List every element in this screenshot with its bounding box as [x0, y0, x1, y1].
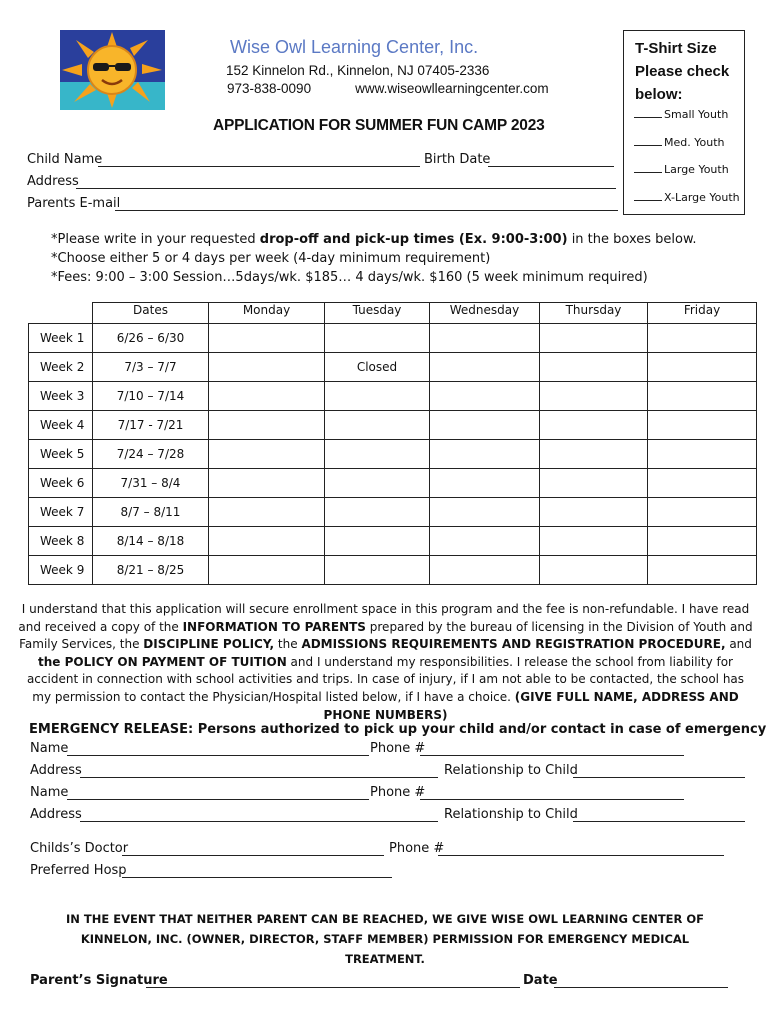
week-label: Week 8: [29, 527, 93, 556]
time-cell-tuesday[interactable]: [325, 556, 430, 585]
table-row: [29, 527, 757, 556]
week-dates: 6/26 – 6/30: [93, 324, 209, 353]
contact-line: [227, 81, 549, 96]
week-dates: 8/7 – 8/11: [93, 498, 209, 527]
address-label: Address: [27, 174, 79, 189]
week-dates: 8/14 – 8/18: [93, 527, 209, 556]
instruction-fees: *Fees: 9:00 – 3:00 Session…5days/wk. $185… 4 days/wk. $160 (5 week minimum required): [51, 270, 648, 285]
doctor-field[interactable]: [122, 855, 384, 856]
emergency-phone-field-1[interactable]: [420, 755, 684, 756]
date-field[interactable]: [554, 987, 728, 988]
time-cell-monday[interactable]: [209, 382, 325, 411]
address-line: 152 Kinnelon Rd., Kinnelon, NJ 07405-2336: [226, 63, 490, 78]
phone-number: 973-838-0090: [227, 81, 312, 96]
time-cell-monday[interactable]: [209, 527, 325, 556]
instruction-times: *Please write in your requested drop-off and pick-up times (Ex. 9:00-3:00) in the boxes below.: [51, 232, 697, 247]
week-dates: 7/3 – 7/7: [93, 353, 209, 382]
table-row: [29, 324, 757, 353]
parents-email-field[interactable]: [115, 210, 618, 211]
time-cell-wednesday[interactable]: [430, 382, 540, 411]
time-cell-thursday[interactable]: [540, 411, 648, 440]
table-row: [29, 556, 757, 585]
week-dates: 8/21 – 8/25: [93, 556, 209, 585]
time-cell-friday[interactable]: [648, 324, 757, 353]
time-cell-thursday[interactable]: [540, 527, 648, 556]
time-cell-monday[interactable]: [209, 411, 325, 440]
time-cell-tuesday[interactable]: [325, 469, 430, 498]
medical-auth-line-1: IN THE EVENT THAT NEITHER PARENT CAN BE REACHED, WE GIVE WISE OWL LEARNING CENTER OF: [65, 912, 705, 926]
time-cell-monday[interactable]: [209, 498, 325, 527]
tshirt-option-small[interactable]: Small Youth: [634, 108, 728, 121]
time-cell-thursday[interactable]: [540, 382, 648, 411]
time-cell-friday[interactable]: [648, 498, 757, 527]
week-label: Week 7: [29, 498, 93, 527]
birth-date-label: Birth Date: [424, 152, 491, 167]
table-row: [29, 498, 757, 527]
sun-logo-icon: [60, 30, 165, 110]
time-cell-monday[interactable]: [209, 556, 325, 585]
emergency-phone-field-2[interactable]: [420, 799, 684, 800]
relationship-field-1[interactable]: [573, 777, 745, 778]
child-name-field[interactable]: [98, 166, 420, 167]
week-label: Week 4: [29, 411, 93, 440]
table-row: [29, 469, 757, 498]
time-cell-wednesday[interactable]: [430, 353, 540, 382]
doctor-phone-label: Phone #: [389, 841, 445, 856]
emergency-name-field-1[interactable]: [67, 755, 369, 756]
time-cell-monday[interactable]: [209, 353, 325, 382]
time-cell-monday[interactable]: [209, 324, 325, 353]
tshirt-title: T-Shirt Size Please check below:: [635, 40, 730, 103]
parent-signature-field[interactable]: [146, 987, 520, 988]
time-cell-friday[interactable]: [648, 382, 757, 411]
week-label: Week 3: [29, 382, 93, 411]
time-cell-wednesday[interactable]: [430, 498, 540, 527]
emergency-name-field-2[interactable]: [67, 799, 369, 800]
application-title: APPLICATION FOR SUMMER FUN CAMP 2023: [213, 117, 545, 134]
org-name: Wise Owl Learning Center, Inc.: [230, 37, 479, 57]
time-cell-thursday[interactable]: [540, 498, 648, 527]
time-cell-thursday[interactable]: [540, 440, 648, 469]
schedule-table: [28, 302, 757, 585]
time-cell-monday[interactable]: [209, 440, 325, 469]
website-link[interactable]: www.wiseowllearningcenter.com: [355, 81, 549, 96]
emergency-release-title: EMERGENCY RELEASE: Persons authorized to pick up your child and/or contact in case of emergency: [29, 722, 767, 737]
time-cell-thursday[interactable]: [540, 469, 648, 498]
table-row: [29, 411, 757, 440]
time-cell-tuesday[interactable]: [325, 440, 430, 469]
tshirt-option-medium[interactable]: Med. Youth: [634, 136, 724, 149]
child-name-label: Child Name: [27, 152, 103, 167]
time-cell-friday[interactable]: [648, 353, 757, 382]
time-cell-wednesday[interactable]: [430, 469, 540, 498]
week-label: Week 5: [29, 440, 93, 469]
emergency-address-label-2: Address: [30, 807, 82, 822]
week-label: Week 2: [29, 353, 93, 382]
time-cell-tuesday[interactable]: [325, 382, 430, 411]
instruction-days: *Choose either 5 or 4 days per week (4-day minimum requirement): [51, 251, 491, 266]
time-cell-friday[interactable]: [648, 411, 757, 440]
time-cell-friday[interactable]: [648, 556, 757, 585]
tshirt-size-box: [623, 30, 745, 215]
agreement-paragraph: I understand that this application will secure enrollment space in this program and the fee is non-refundable. I have read and received a copy of the INFORMATION TO PARENTS prepared by the bureau of licensing in the Division of Youth and Family Services, the DISCIPLINE POLICY, the ADMISSIONS REQUIREMENTS AND REGISTRATION PROCEDURE, and the POLICY ON PAYMENT OF TUITION and I understand my responsibilities. I release the school from liability for accident in connection with school activities and trips. In case of injury, if I am not able to be contacted, the school has my permission to contact the Physician/Hospital listed below, if I have a choice. (GIVE FULL NAME, ADDRESS AND PHONE NUMBERS): [18, 602, 753, 722]
time-cell-thursday[interactable]: [540, 353, 648, 382]
header-wednesday: Wednesday: [430, 303, 540, 324]
time-cell-friday[interactable]: [648, 440, 757, 469]
medical-authorization: [50, 909, 720, 969]
relationship-label-2: Relationship to Child: [444, 807, 578, 822]
emergency-address-field-1[interactable]: [80, 777, 438, 778]
address-field[interactable]: [76, 188, 616, 189]
table-row: [29, 382, 757, 411]
time-cell-thursday[interactable]: [540, 324, 648, 353]
emergency-phone-label-1: Phone #: [370, 741, 426, 756]
parent-signature-label: Parent’s Signature: [30, 973, 168, 988]
relationship-label-1: Relationship to Child: [444, 763, 578, 778]
header-dates: Dates: [93, 303, 209, 324]
medical-auth-line-2: KINNELON, INC. (OWNER, DIRECTOR, STAFF MEMBER) PERMISSION FOR EMERGENCY MEDICAL TREATMENT.: [80, 932, 690, 966]
parents-email-label: Parents E-mail: [27, 196, 121, 211]
time-cell-wednesday[interactable]: [430, 411, 540, 440]
week-dates: 7/10 – 7/14: [93, 382, 209, 411]
time-cell-friday[interactable]: [648, 527, 757, 556]
time-cell-tuesday[interactable]: [325, 324, 430, 353]
time-cell-wednesday[interactable]: [430, 440, 540, 469]
header-tuesday: Tuesday: [325, 303, 430, 324]
hospital-label: Preferred Hosp: [30, 863, 127, 878]
date-label: Date: [523, 973, 558, 988]
week-dates: 7/24 – 7/28: [93, 440, 209, 469]
emergency-name-label-1: Name: [30, 741, 69, 756]
time-cell-thursday[interactable]: [540, 556, 648, 585]
week-dates: 7/31 – 8/4: [93, 469, 209, 498]
header-friday: Friday: [648, 303, 757, 324]
hospital-field[interactable]: [122, 877, 392, 878]
emergency-name-label-2: Name: [30, 785, 69, 800]
emergency-address-label-1: Address: [30, 763, 82, 778]
table-row: [29, 353, 757, 382]
tshirt-option-large[interactable]: Large Youth: [634, 163, 729, 176]
time-cell-wednesday[interactable]: [430, 324, 540, 353]
week-label: Week 6: [29, 469, 93, 498]
week-label: Week 1: [29, 324, 93, 353]
doctor-label: Childs’s Doctor: [30, 841, 129, 856]
doctor-phone-field[interactable]: [438, 855, 724, 856]
emergency-address-field-2[interactable]: [80, 821, 438, 822]
week-dates: 7/17 - 7/21: [93, 411, 209, 440]
relationship-field-2[interactable]: [573, 821, 745, 822]
time-cell-tuesday: Closed: [325, 353, 430, 382]
time-cell-tuesday[interactable]: [325, 527, 430, 556]
time-cell-monday[interactable]: [209, 469, 325, 498]
emergency-phone-label-2: Phone #: [370, 785, 426, 800]
header-monday: Monday: [209, 303, 325, 324]
time-cell-tuesday[interactable]: [325, 411, 430, 440]
table-row: [29, 440, 757, 469]
tshirt-option-xlarge[interactable]: X-Large Youth: [634, 191, 740, 204]
week-label: Week 9: [29, 556, 93, 585]
time-cell-tuesday[interactable]: [325, 498, 430, 527]
time-cell-wednesday[interactable]: [430, 556, 540, 585]
header-blank: [29, 303, 93, 324]
birth-date-field[interactable]: [488, 166, 614, 167]
header-thursday: Thursday: [540, 303, 648, 324]
time-cell-wednesday[interactable]: [430, 527, 540, 556]
time-cell-friday[interactable]: [648, 469, 757, 498]
